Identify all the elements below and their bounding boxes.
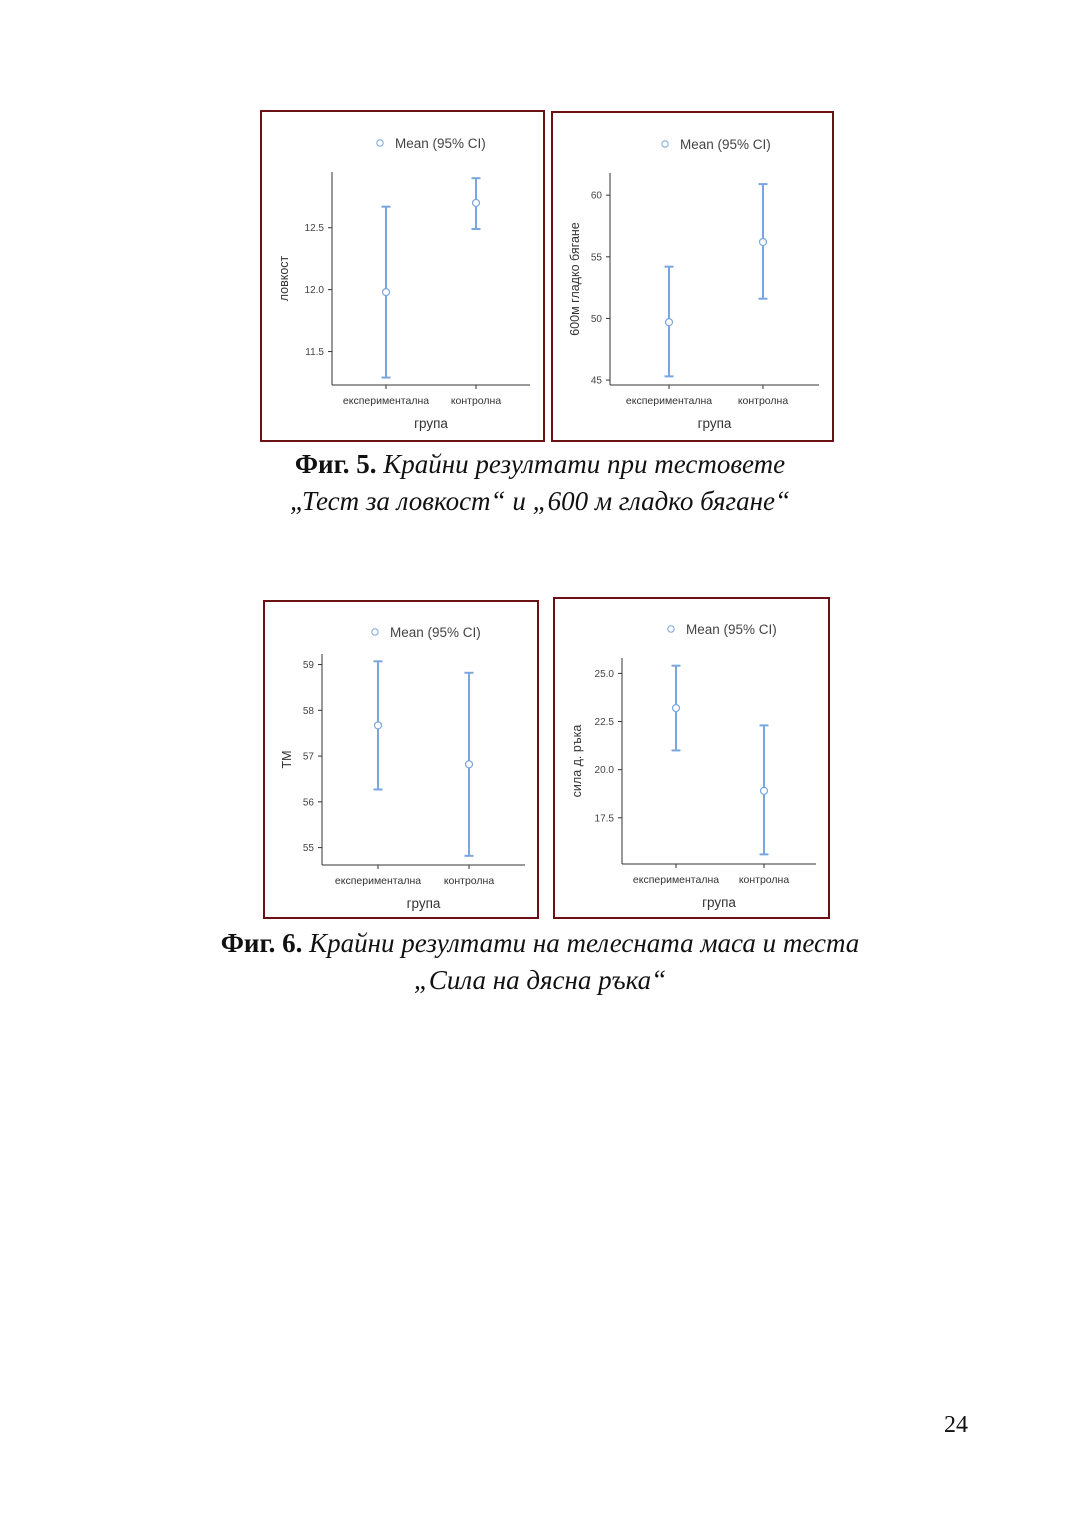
- legend-label: Mean (95% CI): [395, 136, 486, 151]
- y-tick-label: 25.0: [594, 668, 614, 680]
- x-tick-label: контролна: [738, 874, 790, 886]
- y-tick-label: 50: [590, 313, 602, 325]
- x-axis-label: група: [697, 416, 732, 431]
- figure-5-text-line1: Крайни резултати при тестовете: [383, 449, 786, 479]
- mean-point: [673, 705, 680, 712]
- y-tick-label: 58: [302, 705, 314, 717]
- figure-6-text-line2: „Сила на дясна ръка“: [413, 965, 667, 995]
- legend-marker: [372, 629, 378, 635]
- y-tick-label: 45: [590, 375, 602, 387]
- legend-marker: [662, 141, 668, 147]
- mean-point: [473, 199, 480, 206]
- legend-marker: [377, 140, 383, 146]
- mean-point: [375, 722, 382, 729]
- figure-6-text-line1: Крайни резултати на телесната маса и теста: [309, 928, 860, 958]
- x-tick-label: контролна: [443, 875, 495, 887]
- y-tick-label: 60: [590, 190, 602, 202]
- y-tick-label: 22.5: [594, 717, 614, 729]
- mean-point: [761, 787, 768, 794]
- y-tick-label: 20.0: [594, 765, 614, 777]
- legend-marker: [668, 626, 674, 632]
- mean-point: [760, 239, 767, 246]
- x-tick-label: експериментална: [342, 395, 430, 407]
- x-axis-label: група: [414, 416, 448, 431]
- x-tick-label: експериментална: [632, 874, 720, 886]
- chart-body-mass: [265, 602, 541, 921]
- x-tick-label: контролна: [450, 395, 502, 407]
- y-axis-label: ловкост: [277, 255, 291, 302]
- figure-6-caption: [0, 925, 1080, 999]
- y-tick-label: 55: [302, 843, 314, 855]
- chart-panel-right-hand-strength: [553, 597, 830, 919]
- x-tick-label: контролна: [737, 395, 789, 407]
- mean-point: [466, 761, 473, 768]
- y-axis-label: сила д. ръка: [570, 724, 584, 798]
- chart-600m-run: [553, 113, 836, 444]
- legend-label: Mean (95% CI): [390, 625, 481, 640]
- legend-label: Mean (95% CI): [686, 622, 777, 637]
- y-tick-label: 57: [302, 751, 314, 763]
- figure-5-text-line2: „Тест за ловкост“ и „600 м гладко бягане“: [289, 486, 790, 516]
- x-axis-label: група: [406, 896, 441, 911]
- y-tick-label: 17.5: [594, 813, 614, 825]
- mean-point: [383, 289, 390, 296]
- chart-panel-agility: [260, 110, 545, 442]
- chart-agility: [262, 112, 547, 444]
- y-tick-label: 55: [590, 252, 602, 264]
- y-tick-label: 59: [302, 660, 314, 672]
- chart-panel-600m-run: [551, 111, 834, 442]
- mean-point: [666, 319, 673, 326]
- chart-panel-body-mass: [263, 600, 539, 919]
- x-tick-label: експериментална: [334, 875, 422, 887]
- legend-label: Mean (95% CI): [680, 137, 771, 152]
- y-tick-label: 56: [302, 797, 314, 809]
- y-tick-label: 12.5: [304, 223, 324, 235]
- y-tick-label: 11.5: [305, 347, 324, 359]
- y-axis-label: ТМ: [280, 750, 294, 769]
- y-tick-label: 12.0: [304, 285, 324, 297]
- y-axis-label: 600м гладко бягане: [568, 222, 582, 336]
- figure-5-caption: [0, 446, 1080, 520]
- x-tick-label: експериментална: [625, 395, 713, 407]
- chart-right-hand-strength: [555, 599, 832, 921]
- page-number: 24: [944, 1412, 968, 1438]
- x-axis-label: група: [702, 895, 736, 910]
- figure-6-label: Фиг. 6.: [220, 928, 303, 958]
- figure-5-label: Фиг. 5.: [294, 449, 377, 479]
